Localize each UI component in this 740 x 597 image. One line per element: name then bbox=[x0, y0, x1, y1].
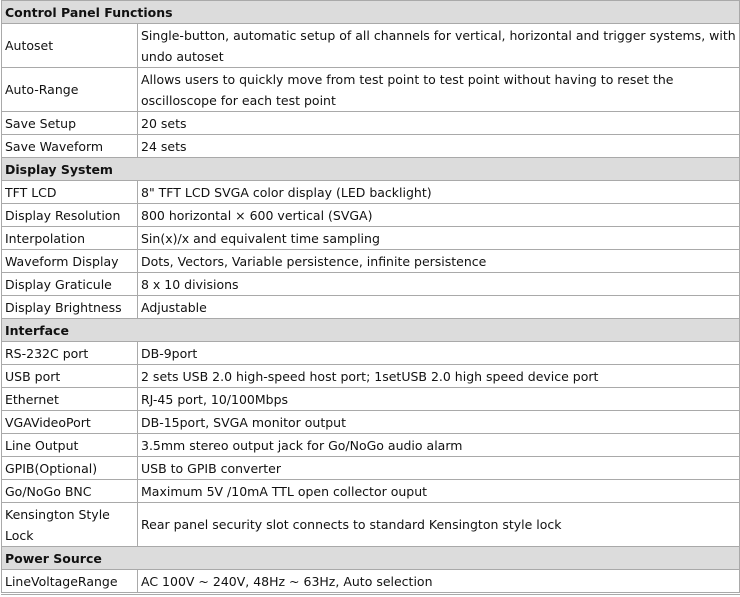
spec-label: Go/NoGo BNC bbox=[2, 480, 138, 503]
spec-row bbox=[2, 273, 740, 296]
spec-label: Interpolation bbox=[2, 227, 138, 250]
spec-row bbox=[2, 570, 740, 594]
spec-label: LineVoltageRange bbox=[2, 570, 138, 594]
spec-table bbox=[1, 0, 740, 595]
spec-value: DB-15port, SVGA monitor output bbox=[138, 411, 740, 434]
section-title: Power Source bbox=[2, 547, 740, 570]
spec-value: 3.5mm stereo output jack for Go/NoGo audio alarm bbox=[138, 434, 740, 457]
spec-label: Waveform Display bbox=[2, 250, 138, 273]
spec-value: Single-button, automatic setup of all channels for vertical, horizontal and trigger systems, with undo autoset bbox=[138, 24, 740, 68]
spec-value: 20 sets bbox=[138, 112, 740, 135]
spec-label: Line Output bbox=[2, 434, 138, 457]
spec-label: USB port bbox=[2, 365, 138, 388]
section-header-interface bbox=[2, 319, 740, 342]
spec-value: Adjustable bbox=[138, 296, 740, 319]
section-header-control-panel bbox=[2, 1, 740, 24]
section-title: Interface bbox=[2, 319, 740, 342]
spec-row bbox=[2, 204, 740, 227]
spec-row bbox=[2, 388, 740, 411]
spec-value: Sin(x)/x and equivalent time sampling bbox=[138, 227, 740, 250]
spec-row bbox=[2, 480, 740, 503]
spec-row bbox=[2, 250, 740, 273]
spec-value: DB-9port bbox=[138, 342, 740, 365]
spec-row bbox=[2, 112, 740, 135]
spec-value: Maximum 5V /10mA TTL open collector ouput bbox=[138, 480, 740, 503]
spec-row bbox=[2, 365, 740, 388]
spec-label: Ethernet bbox=[2, 388, 138, 411]
spec-value: 2 sets USB 2.0 high-speed host port; 1setUSB 2.0 high speed device port bbox=[138, 365, 740, 388]
section-title: Display System bbox=[2, 158, 740, 181]
spec-value: 8 x 10 divisions bbox=[138, 273, 740, 296]
spec-label: Kensington Style Lock bbox=[2, 503, 138, 547]
spec-value: RJ-45 port, 10/100Mbps bbox=[138, 388, 740, 411]
spec-value: 24 sets bbox=[138, 135, 740, 158]
spec-value: AC 100V ~ 240V, 48Hz ~ 63Hz, Auto selection bbox=[138, 570, 740, 594]
spec-label: Display Graticule bbox=[2, 273, 138, 296]
spec-label: Display Resolution bbox=[2, 204, 138, 227]
spec-label: VGAVideoPort bbox=[2, 411, 138, 434]
spec-value: Allows users to quickly move from test point to test point without having to reset the oscilloscope for each test point bbox=[138, 68, 740, 112]
spec-row bbox=[2, 68, 740, 112]
spec-value: Rear panel security slot connects to standard Kensington style lock bbox=[138, 503, 740, 547]
spec-row bbox=[2, 503, 740, 547]
spec-label: Save Setup bbox=[2, 112, 138, 135]
spec-label: Auto-Range bbox=[2, 68, 138, 112]
spec-value: 8" TFT LCD SVGA color display (LED backlight) bbox=[138, 181, 740, 204]
spec-row bbox=[2, 457, 740, 480]
spec-value: Dots, Vectors, Variable persistence, infinite persistence bbox=[138, 250, 740, 273]
spec-row bbox=[2, 135, 740, 158]
section-title: Control Panel Functions bbox=[2, 1, 740, 24]
spec-value: USB to GPIB converter bbox=[138, 457, 740, 480]
spec-row bbox=[2, 411, 740, 434]
spec-row bbox=[2, 296, 740, 319]
spec-label: Autoset bbox=[2, 24, 138, 68]
spec-row bbox=[2, 342, 740, 365]
spec-row bbox=[2, 181, 740, 204]
spec-row bbox=[2, 24, 740, 68]
spec-row bbox=[2, 227, 740, 250]
spec-label: RS-232C port bbox=[2, 342, 138, 365]
section-header-display-system bbox=[2, 158, 740, 181]
spec-label: TFT LCD bbox=[2, 181, 138, 204]
spec-label: Save Waveform bbox=[2, 135, 138, 158]
spec-label: Display Brightness bbox=[2, 296, 138, 319]
spec-label: GPIB(Optional) bbox=[2, 457, 138, 480]
section-header-power-source bbox=[2, 547, 740, 570]
spec-value: 800 horizontal × 600 vertical (SVGA) bbox=[138, 204, 740, 227]
spec-row bbox=[2, 434, 740, 457]
